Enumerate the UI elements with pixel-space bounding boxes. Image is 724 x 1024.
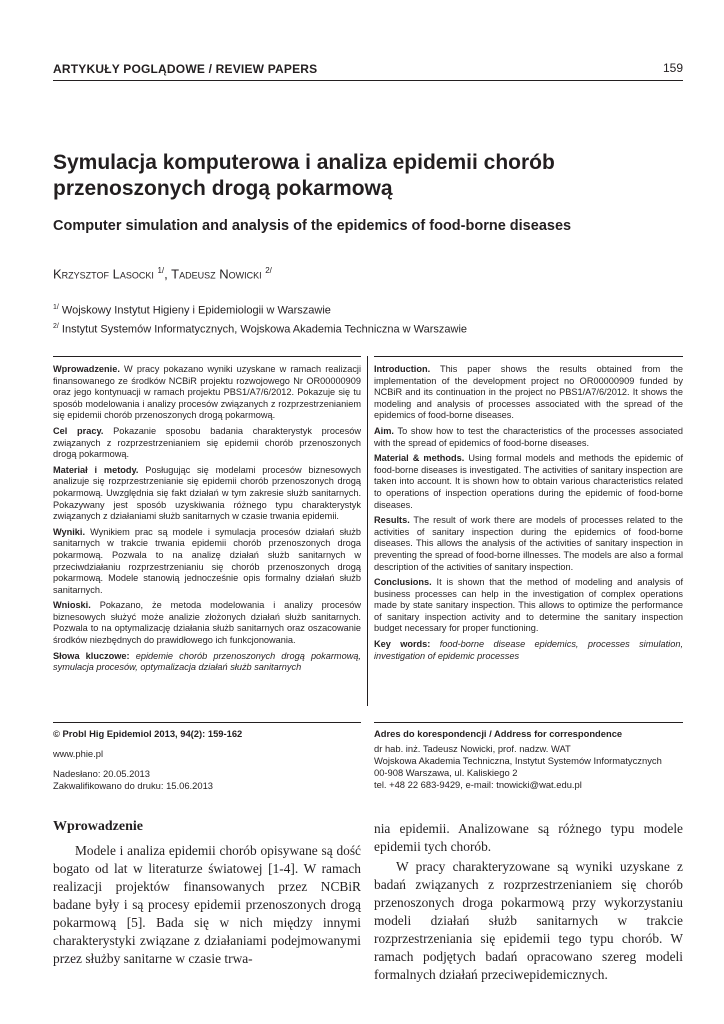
- affiliation-text: Wojskowy Instytut Higieny i Epidemiologii w Warszawie: [61, 304, 331, 317]
- abstract-column-divider: [367, 356, 368, 706]
- correspondence-heading: Adres do korespondencji / Address for correspondence: [374, 728, 623, 739]
- article-title-polish: Symulacja komputerowa i analiza epidemii chorób przenoszonych drogą pokarmową: [53, 151, 555, 200]
- affiliation-mark: 1/: [53, 304, 59, 311]
- abstract-keywords: [53, 651, 361, 674]
- abstract-paragraph: [53, 527, 361, 597]
- abstract-paragraph: [374, 364, 683, 422]
- abstract-label: Cel pracy.: [53, 425, 104, 436]
- abstract-text: Wynikiem prac są modele i symulacja procesów działań służb sanitarnych w trakcie trwania epidemii chorób przenoszonych droga pokarmową. Pozwala to na analizę działań służb sanitarnych w przeciwdziałaniu rozprzestrzenianiu się chorób przenoszonych drogą pokarmową. Modele stanowią jednocześnie opis formalny działań służb sanitarnych.: [53, 526, 361, 595]
- abstract-text: It is shown that the method of modeling and analysis of business processes can help in the investigation of complex operations made by state sanitary inspection. This allows to optimize the performance of sanitary inspection activity and to determine the sanitary inspection budget necessary for proper functioning.: [374, 577, 683, 634]
- keywords-label: Key words:: [374, 639, 431, 650]
- abstract-label: Results.: [374, 515, 410, 526]
- abstract-polish: [53, 364, 361, 678]
- section-heading: Wprowadzenie: [53, 819, 143, 834]
- abstract-text: To show how to test the characteristics of the processes associated with the spread of epidemics of food-borne diseases.: [374, 425, 683, 448]
- correspondence-line: 00-908 Warszawa, ul. Kaliskiego 2: [374, 767, 518, 778]
- correspondence-line: dr hab. inż. Tadeusz Nowicki, prof. nadzw. WAT: [374, 743, 571, 754]
- body-column-left: [53, 818, 361, 968]
- keywords-text: epidemie chorób przenoszonych drogą pokarmową, symulacja procesów, optymalizacja działań służb sanitarnych: [53, 650, 361, 673]
- abstract-text: Pokazanie sposobu badania charakterystyk procesów związanych z rozprzestrzenianiem się epidemii chorób przenoszonych drogą pokarmową.: [53, 425, 361, 460]
- abstract-label: Introduction.: [374, 364, 431, 374]
- abstract-paragraph: [53, 600, 361, 646]
- correspondence-line: Wojskowa Akademia Techniczna, Instytut Systemów Informatycznych: [374, 755, 662, 766]
- section-label: ARTYKUŁY POGLĄDOWE / REVIEW PAPERS: [53, 62, 318, 76]
- body-paragraph: Modele i analiza epidemii chorób opisywane są dość bogato od lat w literaturze światowej [1-4]. W ramach realizacji projektów finansowanych przez NCBiR badane były i są procesy epidemii przenoszonych drogą pokarmową [5]. Bada się w nich między innymi charakterystyki związane z działaniami podejmowanymi przez służby sanitarne w czasie trwa-: [53, 843, 361, 966]
- author-affiliation-mark: 2/: [265, 266, 272, 275]
- abstract-label: Conclusions.: [374, 577, 432, 588]
- running-header: [53, 60, 683, 80]
- abstract-paragraph: [53, 465, 361, 523]
- article-title-english: Computer simulation and analysis of the epidemics of food-borne diseases: [53, 218, 572, 234]
- abstract-paragraph: [53, 364, 361, 422]
- affiliation-list: [53, 300, 673, 337]
- accepted-date: Zakwalifikowano do druku: 15.06.2013: [53, 780, 213, 791]
- affiliation-item: [53, 319, 673, 338]
- abstract-paragraph: [374, 577, 683, 635]
- abstract-text: Posługując się modelami procesów biznesowych analizuje się rozprzestrzenianie się epidemii chorób przenoszonych drogą pokarmową. Uwzględnia się fakt działań w tym zakresie służb sanitarnych. Pokazywany jest sposób uzyskiwania różnego typu charakterystyk związanych z działaniami służb sanitarnych w czasie trwania epidemii.: [53, 464, 361, 522]
- abstract-paragraph: [374, 515, 683, 573]
- keywords-label: Słowa kluczowe:: [53, 650, 130, 661]
- abstract-paragraph: [53, 426, 361, 461]
- citation: © Probl Hig Epidemiol 2013, 94(2): 159-162: [53, 728, 243, 739]
- info-rule-right: [374, 722, 683, 723]
- affiliation-text: Instytut Systemów Informatycznych, Wojskowa Akademia Techniczna w Warszawie: [61, 323, 468, 336]
- correspondence-block: [374, 728, 683, 791]
- abstract-label: Aim.: [374, 425, 394, 436]
- affiliation-mark: 2/: [53, 322, 59, 330]
- abstract-label: Materiał i metody.: [53, 464, 139, 475]
- author-separator: ,: [164, 266, 172, 282]
- affiliation-item: [53, 300, 673, 319]
- author-list: [53, 266, 673, 281]
- abstract-text: Using formal models and methods the epidemic of food-borne diseases is investigated. The activities of sanitary inspection are taken into account. It is shown how to obtain various characteristics related to operations of inspection operations during the epidemic of food-borne diseases.: [374, 453, 683, 510]
- abstract-text: This paper shows the results obtained from the implementation of the development project no OR00000909 funded by NCBiR and its continuation in the project no PBS1/A7/6/2012. It shows the modeling and analysis of processes associated with the spread of the epidemics of food-borne diseases.: [374, 364, 683, 421]
- author-name: Krzysztof Lasocki: [53, 266, 154, 282]
- abstract-rule-right: [374, 356, 683, 357]
- abstract-paragraph: [374, 453, 683, 511]
- received-date: Nadesłano: 20.05.2013: [53, 768, 150, 779]
- abstract-text: The result of work there are models of processes related to the activities of sanitary inspection during the epidemics of food-borne diseases. This allows the analysis of the activities of sanitary inspection in preventing the spread of food-borne illnesses. The models are also a formal description of the activities of sanitary inspection.: [374, 515, 683, 572]
- abstract-keywords: [374, 639, 683, 662]
- page-number: 159: [662, 61, 683, 75]
- header-rule: [53, 80, 683, 81]
- publication-info: [53, 728, 363, 792]
- keywords-text: food-borne disease epidemics, processes simulation, investigation of epidemic processes: [374, 639, 683, 661]
- correspondence-line: tel. +48 22 683-9429, e-mail: tnowicki@wat.edu.pl: [374, 779, 582, 790]
- info-rule-left: [53, 722, 361, 723]
- journal-website[interactable]: www.phie.pl: [53, 748, 104, 759]
- author-affiliation-mark: 1/: [157, 266, 165, 275]
- abstract-label: Material & methods.: [374, 453, 465, 464]
- abstract-rule-left: [53, 356, 361, 357]
- body-column-right: [374, 820, 683, 984]
- abstract-text: W pracy pokazano wyniki uzyskane w ramach realizacji finansowanego ze środków NCBiR projektu rozwojowego Nr OR00000909 oraz jego kontynuacji w ramach projektu PBS1/A7/6/2012. Pokazuje się tu sposób modelowania i analizy procesów związanych z rozprzestrzenianiem się epidemii chorób przenoszonych drogą pokarmową.: [53, 364, 361, 421]
- abstract-label: Wnioski.: [53, 600, 91, 611]
- body-paragraph: W pracy charakteryzowane są wyniki uzyskane z badań związanych z rozprzestrzenianiem się chorób przenoszonych droga pokarmową przy wykorzystaniu modeli działań służb sanitarnych w trakcie rozprzestrzeniania się epidemii tego typu chorób. W ramach podjętych badań opracowano szereg modeli formalnych działań przeciwepidemicznych.: [374, 859, 683, 982]
- abstract-paragraph: [374, 426, 683, 449]
- author-name: Tadeusz Nowicki: [171, 266, 262, 282]
- abstract-label: Wprowadzenie.: [53, 364, 120, 374]
- abstract-label: Wyniki.: [53, 526, 85, 537]
- abstract-text: Pokazano, że metoda modelowania i analizy procesów biznesowych służyć może analizie złożonych działań służb sanitarnych. Pozwala to na optymalizację działania służb sanitarnych oraz oszacowanie środków niezbędnych do prawidłowego ich funkcjonowania.: [53, 600, 361, 646]
- abstract-english: [374, 364, 683, 666]
- body-paragraph-continuation: nia epidemii. Analizowane są różnego typu modele epidemii tych chorób.: [374, 821, 683, 854]
